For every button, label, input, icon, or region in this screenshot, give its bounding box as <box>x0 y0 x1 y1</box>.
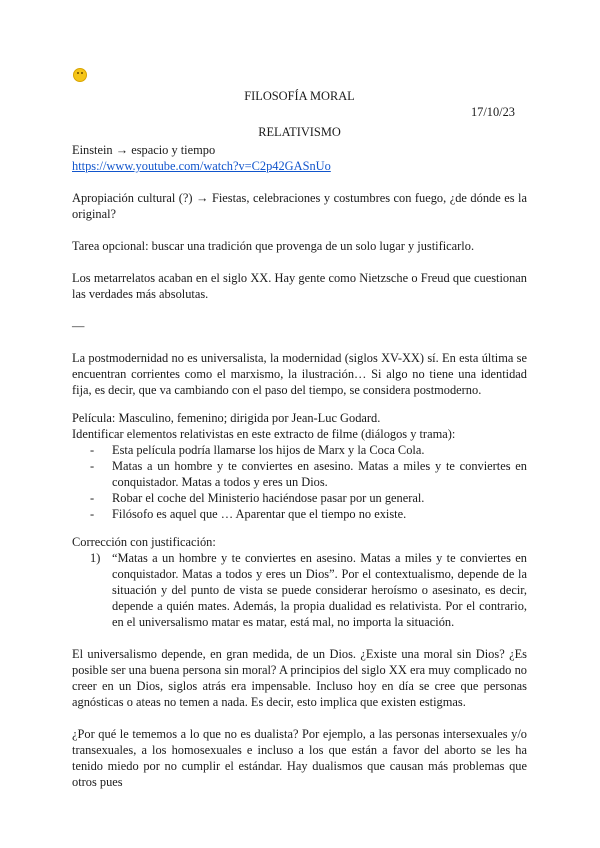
bullet-list <box>72 442 527 522</box>
paragraph-metarrelatos: Los metarrelatos acaban en el siglo XX. Hay gente como Nietzsche o Freud que cuestionan las verdades más absolutas. <box>72 271 527 301</box>
list-item: - Robar el coche del Ministerio haciéndose pasar por un general. <box>90 491 425 505</box>
paragraph-apropiacion: Apropiación cultural (?) → Fiestas, celebraciones y costumbres con fuego, ¿de dónde es la original? <box>72 191 527 221</box>
document-title: FILOSOFÍA MORAL <box>244 89 355 103</box>
paragraph-einstein: Einstein → espacio y tiempo <box>72 143 216 157</box>
smiley-emoji-icon <box>72 68 527 88</box>
smiley-face-icon <box>73 68 87 82</box>
paragraph-pelicula: Película: Masculino, femenino; dirigida por Jean-Luc Godard. <box>72 411 381 425</box>
document-content <box>72 68 527 790</box>
paragraph-tarea: Tarea opcional: buscar una tradición que provenga de un solo lugar y justificarlo. <box>72 239 475 253</box>
paragraph-correccion: Corrección con justificación: <box>72 535 216 549</box>
paragraph-dualismo: ¿Por qué le tememos a lo que no es dualista? Por ejemplo, a las personas intersexuales y/o transexuales, a los homosexuales e incluso a los que están a favor del aborto se les ha tenido miedo por no cumplir el estándar. Hay dualismos que causan más problemas que otros pues <box>72 727 527 789</box>
youtube-link[interactable]: https://www.youtube.com/watch?v=C2p42GASnUo <box>72 159 331 173</box>
document-subtitle: RELATIVISMO <box>258 125 341 139</box>
paragraph-universalismo: El universalismo depende, en gran medida, de un Dios. ¿Existe una moral sin Dios? ¿Es posible ser una buena persona sin moral? A principios del siglo XX era muy complicado no creer en un Dios, siglos atrás era impensable. Incluso hoy en día se cree que personas agnósticas o ateas no temen a nada. Es decir, esto implica que existen estigmas. <box>72 647 527 709</box>
list-item: - Filósofo es aquel que … Aparentar que el tiempo no existe. <box>90 507 407 521</box>
list-item: 1) “Matas a un hombre y te conviertes en asesino. Matas a miles y te conviertes en conquistador. Matas a todos y eres un Dios”. Por el contextualismo, depende de la situación y del punto de vista se puede considerar heroísmo o asesinato, es decir, depende a quién mates. Además, la propia dualidad es relativista. Por el contrario, en el universalismo matar es matar, está mal, no importa la situación. <box>90 551 527 629</box>
paragraph-identificar: Identificar elementos relativistas en este extracto de filme (diálogos y trama): <box>72 427 456 441</box>
list-item: - Esta película podría llamarse los hijos de Marx y la Coca Cola. <box>90 443 425 457</box>
list-item: - Matas a un hombre y te conviertes en asesino. Matas a miles y te conviertes en conquistador. Matas a todos y eres un Dios. <box>90 459 527 489</box>
separator-dash: — <box>72 319 85 333</box>
numbered-list <box>72 550 527 630</box>
paragraph-postmodernidad: La postmodernidad no es universalista, la modernidad (siglos XV-XX) sí. En esta última se encuentran corrientes como el marxismo, la ilustración… Si algo no tiene una identidad fija, es decir, que va cambiando con el paso del tiempo, se considera postmoderno. <box>72 351 527 397</box>
document-date: 17/10/23 <box>470 105 515 119</box>
